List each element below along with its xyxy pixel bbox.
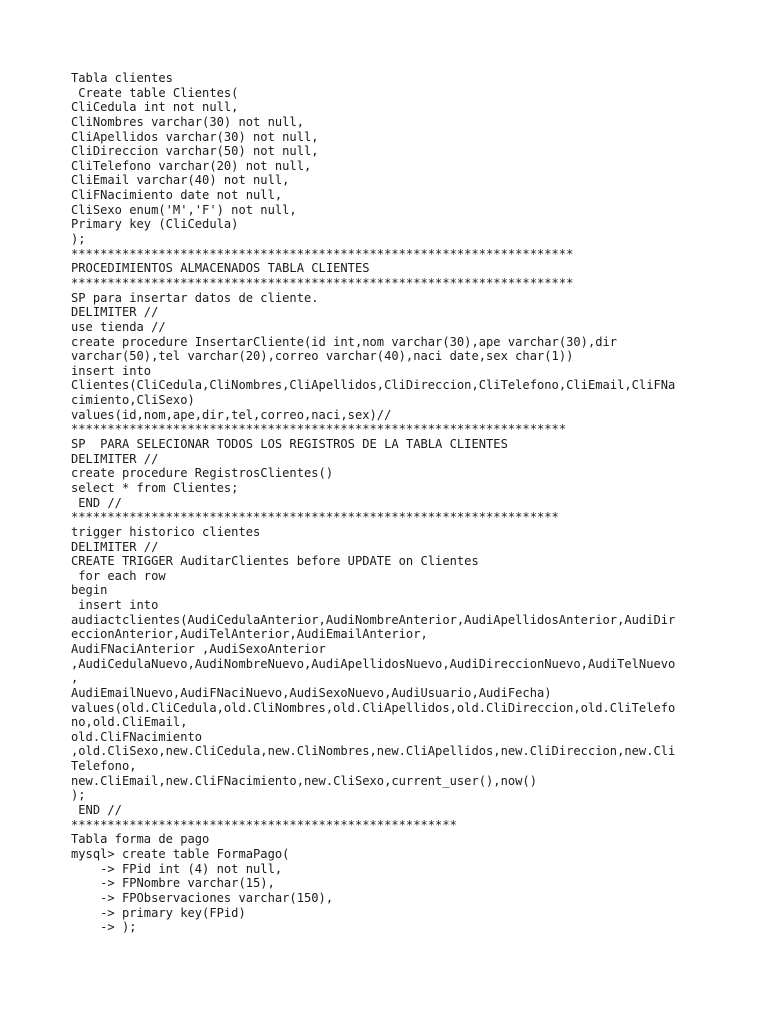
document-line: trigger historico clientes bbox=[71, 524, 261, 539]
document-line: use tienda // bbox=[71, 319, 166, 334]
document-line: DELIMITER // bbox=[71, 305, 159, 320]
document-line: ********************************************************************* bbox=[71, 246, 574, 261]
document-line: CliDireccion varchar(50) not null, bbox=[71, 144, 319, 159]
document-line: mysql> create table FormaPago( bbox=[71, 846, 290, 861]
document-line: Tabla forma de pago bbox=[71, 832, 210, 847]
document-line: AudiFNaciAnterior ,AudiSexoAnterior bbox=[71, 641, 326, 656]
document-line: ********************************************************************* bbox=[71, 275, 574, 290]
document-line: -> FPNombre varchar(15), bbox=[71, 876, 275, 891]
document-line: CliEmail varchar(40) not null, bbox=[71, 173, 290, 188]
document-line: Create table Clientes( bbox=[71, 85, 239, 100]
document-line: ******************************************************************** bbox=[71, 422, 567, 437]
document-line: , bbox=[71, 671, 79, 686]
document-line: -> primary key(FPid) bbox=[71, 905, 246, 920]
document-line: values(old.CliCedula,old.CliNombres,old.CliApellidos,old.CliDireccion,old.CliTelefo bbox=[71, 700, 676, 715]
document-line: END // bbox=[71, 495, 122, 510]
document-line: varchar(50),tel varchar(20),correo varchar(40),naci date,sex char(1)) bbox=[71, 349, 574, 364]
document-line: audiactclientes(AudiCedulaAnterior,AudiNombreAnterior,AudiApellidosAnterior,AudiDir bbox=[71, 612, 676, 627]
document-line: PROCEDIMIENTOS ALMACENADOS TABLA CLIENTES bbox=[71, 261, 370, 276]
document-body bbox=[71, 71, 711, 935]
document-line: eccionAnterior,AudiTelAnterior,AudiEmailAnterior, bbox=[71, 627, 428, 642]
document-line: ); bbox=[71, 232, 86, 247]
document-line: ******************************************************************* bbox=[71, 510, 559, 525]
document-line: new.CliEmail,new.CliFNacimiento,new.CliSexo,current_user(),now() bbox=[71, 773, 537, 788]
document-line: CliFNacimiento date not null, bbox=[71, 188, 283, 203]
document-line: create procedure RegistrosClientes() bbox=[71, 466, 334, 481]
document-line: Tabla clientes bbox=[71, 71, 173, 85]
document-line: begin bbox=[71, 583, 108, 598]
document-line: DELIMITER // bbox=[71, 539, 159, 554]
document-line: Primary key (CliCedula) bbox=[71, 217, 239, 232]
document-line: ,old.CliSexo,new.CliCedula,new.CliNombres,new.CliApellidos,new.CliDireccion,new.Cli bbox=[71, 744, 676, 759]
document-line: END // bbox=[71, 803, 122, 818]
document-line: create procedure InsertarCliente(id int,nom varchar(30),ape varchar(30),dir bbox=[71, 334, 618, 349]
document-line: values(id,nom,ape,dir,tel,correo,naci,sex)// bbox=[71, 407, 392, 422]
document-line: ); bbox=[71, 788, 86, 803]
document-line: CliCedula int not null, bbox=[71, 100, 239, 115]
document-line: insert into bbox=[71, 598, 159, 613]
document-line: old.CliFNacimiento bbox=[71, 729, 203, 744]
document-line: AudiEmailNuevo,AudiFNaciNuevo,AudiSexoNuevo,AudiUsuario,AudiFecha) bbox=[71, 685, 552, 700]
document-line: ,AudiCedulaNuevo,AudiNombreNuevo,AudiApellidosNuevo,AudiDireccionNuevo,AudiTelNuevo bbox=[71, 656, 676, 671]
document-line: -> FPid int (4) not null, bbox=[71, 861, 283, 876]
document-line: CliSexo enum('M','F') not null, bbox=[71, 202, 297, 217]
document-line: cimiento,CliSexo) bbox=[71, 393, 195, 408]
document-line: Telefono, bbox=[71, 759, 137, 774]
document-line: DELIMITER // bbox=[71, 451, 159, 466]
document-line: SP PARA SELECIONAR TODOS LOS REGISTROS DE LA TABLA CLIENTES bbox=[71, 437, 508, 452]
document-line: no,old.CliEmail, bbox=[71, 715, 188, 730]
document-line: for each row bbox=[71, 568, 166, 583]
document-line: SP para insertar datos de cliente. bbox=[71, 290, 319, 305]
document-line: -> FPObservaciones varchar(150), bbox=[71, 890, 334, 905]
document-line: -> ); bbox=[71, 920, 137, 935]
document-line: CliNombres varchar(30) not null, bbox=[71, 114, 304, 129]
document-line: CliTelefono varchar(20) not null, bbox=[71, 158, 312, 173]
document-line: select * from Clientes; bbox=[71, 480, 239, 495]
document-line: insert into bbox=[71, 363, 152, 378]
document-line: Clientes(CliCedula,CliNombres,CliApellidos,CliDireccion,CliTelefono,CliEmail,CliFNa bbox=[71, 378, 676, 393]
document-line: CREATE TRIGGER AuditarClientes before UPDATE on Clientes bbox=[71, 554, 479, 569]
document-line: ***************************************************** bbox=[71, 817, 457, 832]
document-line: CliApellidos varchar(30) not null, bbox=[71, 129, 319, 144]
